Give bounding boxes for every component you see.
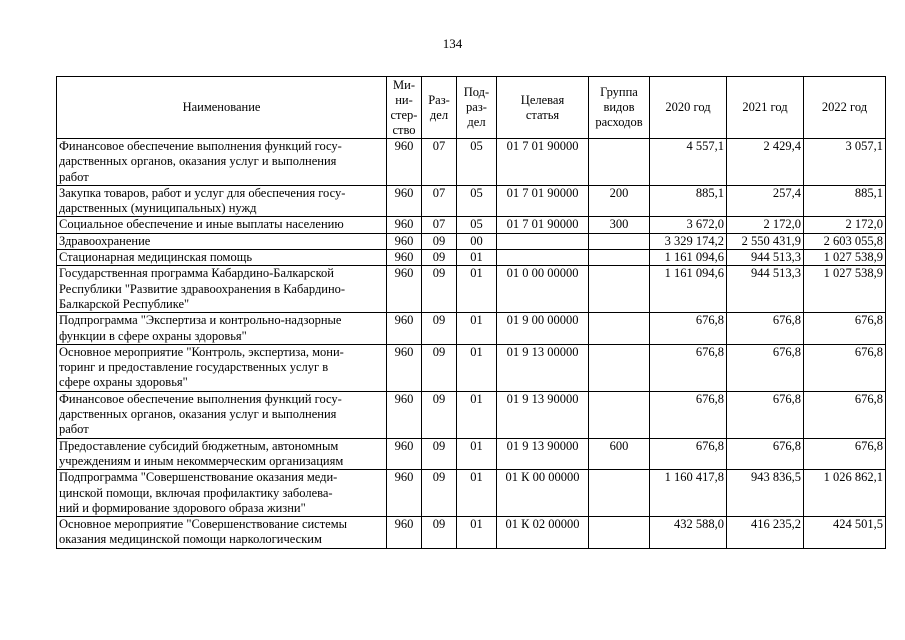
cell-subsection: 05 <box>457 217 497 233</box>
cell-section: 09 <box>422 517 457 549</box>
cell-expense-group: 200 <box>589 185 650 217</box>
cell-article: 01 К 00 00000 <box>497 470 589 517</box>
cell-2022: 885,1 <box>804 185 886 217</box>
cell-name: Здравоохранение <box>57 233 387 249</box>
cell-ministry: 960 <box>387 391 422 438</box>
cell-section: 09 <box>422 313 457 345</box>
cell-ministry: 960 <box>387 233 422 249</box>
cell-name: Государственная программа Кабардино-Балкарской Республики "Развитие здравоохранения в Кабардино- Балкарской Республике" <box>57 266 387 313</box>
cell-2020: 1 161 094,6 <box>650 266 727 313</box>
cell-subsection: 01 <box>457 470 497 517</box>
header-article-text: Целевая статья <box>520 92 565 122</box>
cell-expense-group <box>589 344 650 391</box>
header-2022: 2022 год <box>804 77 886 139</box>
cell-ministry: 960 <box>387 313 422 345</box>
cell-section: 09 <box>422 344 457 391</box>
budget-table <box>56 76 886 549</box>
cell-name: Социальное обеспечение и иные выплаты населению <box>57 217 387 233</box>
cell-2020: 676,8 <box>650 438 727 470</box>
table-row <box>57 266 886 313</box>
cell-2020: 1 160 417,8 <box>650 470 727 517</box>
page-number: 134 <box>442 36 463 51</box>
cell-article: 01 7 01 90000 <box>497 185 589 217</box>
cell-expense-group <box>589 233 650 249</box>
cell-section: 09 <box>422 250 457 266</box>
cell-2021: 257,4 <box>727 185 804 217</box>
header-subsection-text: Под- раз- дел <box>463 85 490 129</box>
table-row <box>57 233 886 249</box>
cell-subsection: 01 <box>457 391 497 438</box>
cell-ministry: 960 <box>387 185 422 217</box>
cell-expense-group <box>589 266 650 313</box>
header-expense-group-text: Группа видов расходов <box>595 85 643 129</box>
cell-2021: 2 550 431,9 <box>727 233 804 249</box>
table-row <box>57 344 886 391</box>
cell-2022: 676,8 <box>804 344 886 391</box>
table-header-row <box>57 77 886 139</box>
cell-2020: 1 161 094,6 <box>650 250 727 266</box>
cell-subsection: 05 <box>457 185 497 217</box>
cell-2022: 424 501,5 <box>804 517 886 549</box>
cell-section: 07 <box>422 185 457 217</box>
cell-2022: 676,8 <box>804 391 886 438</box>
cell-article <box>497 233 589 249</box>
cell-2021: 416 235,2 <box>727 517 804 549</box>
table-row <box>57 139 886 186</box>
header-article <box>497 77 589 139</box>
cell-subsection: 01 <box>457 313 497 345</box>
cell-2022: 1 026 862,1 <box>804 470 886 517</box>
cell-2021: 676,8 <box>727 313 804 345</box>
cell-expense-group <box>589 517 650 549</box>
cell-2020: 885,1 <box>650 185 727 217</box>
table-row <box>57 470 886 517</box>
cell-subsection: 05 <box>457 139 497 186</box>
cell-2020: 3 672,0 <box>650 217 727 233</box>
cell-article: 01 9 13 90000 <box>497 438 589 470</box>
cell-2022: 676,8 <box>804 438 886 470</box>
header-2020: 2020 год <box>650 77 727 139</box>
cell-article: 01 9 13 90000 <box>497 391 589 438</box>
cell-expense-group: 600 <box>589 438 650 470</box>
cell-ministry: 960 <box>387 344 422 391</box>
table-row <box>57 438 886 470</box>
header-section-text: Раз- дел <box>428 92 450 122</box>
cell-section: 09 <box>422 233 457 249</box>
cell-name: Основное мероприятие "Совершенствование системы оказания медицинской помощи наркологическим <box>57 517 387 549</box>
header-subsection <box>457 77 497 139</box>
cell-2021: 676,8 <box>727 344 804 391</box>
cell-section: 09 <box>422 391 457 438</box>
cell-2021: 943 836,5 <box>727 470 804 517</box>
cell-2020: 4 557,1 <box>650 139 727 186</box>
cell-name: Подпрограмма "Экспертиза и контрольно-надзорные функции в сфере охраны здоровья" <box>57 313 387 345</box>
cell-ministry: 960 <box>387 250 422 266</box>
cell-2020: 676,8 <box>650 344 727 391</box>
cell-ministry: 960 <box>387 139 422 186</box>
table-row <box>57 185 886 217</box>
cell-2022: 3 057,1 <box>804 139 886 186</box>
cell-name: Финансовое обеспечение выполнения функций госу- дарственных органов, оказания услуг и выполнения работ <box>57 391 387 438</box>
cell-expense-group <box>589 391 650 438</box>
cell-subsection: 01 <box>457 517 497 549</box>
cell-name: Подпрограмма "Совершенствование оказания меди- цинской помощи, включая профилактику заболева- ний и формирование здорового образа жизни" <box>57 470 387 517</box>
table-row <box>57 217 886 233</box>
cell-subsection: 00 <box>457 233 497 249</box>
cell-2022: 1 027 538,9 <box>804 250 886 266</box>
cell-subsection: 01 <box>457 250 497 266</box>
cell-section: 09 <box>422 438 457 470</box>
cell-article: 01 9 00 00000 <box>497 313 589 345</box>
cell-ministry: 960 <box>387 438 422 470</box>
cell-ministry: 960 <box>387 470 422 517</box>
cell-subsection: 01 <box>457 438 497 470</box>
cell-2022: 2 172,0 <box>804 217 886 233</box>
cell-subsection: 01 <box>457 266 497 313</box>
table-row <box>57 391 886 438</box>
cell-2022: 1 027 538,9 <box>804 266 886 313</box>
cell-expense-group: 300 <box>589 217 650 233</box>
table-row <box>57 250 886 266</box>
cell-subsection: 01 <box>457 344 497 391</box>
cell-name: Финансовое обеспечение выполнения функций госу- дарственных органов, оказания услуг и выполнения работ <box>57 139 387 186</box>
cell-article: 01 К 02 00000 <box>497 517 589 549</box>
cell-section: 07 <box>422 139 457 186</box>
cell-ministry: 960 <box>387 266 422 313</box>
cell-2022: 2 603 055,8 <box>804 233 886 249</box>
cell-2021: 676,8 <box>727 391 804 438</box>
cell-article: 01 7 01 90000 <box>497 217 589 233</box>
cell-2021: 2 172,0 <box>727 217 804 233</box>
header-name: Наименование <box>57 77 387 139</box>
cell-2021: 676,8 <box>727 438 804 470</box>
cell-2021: 944 513,3 <box>727 266 804 313</box>
cell-expense-group <box>589 470 650 517</box>
cell-2021: 944 513,3 <box>727 250 804 266</box>
cell-name: Основное мероприятие "Контроль, экспертиза, мони- торинг и предоставление государственных услуг в сфере охраны здоровья" <box>57 344 387 391</box>
cell-expense-group <box>589 313 650 345</box>
header-ministry-text: Ми- ни- стер- ство <box>390 77 418 137</box>
cell-name: Закупка товаров, работ и услуг для обеспечения госу- дарственных (муниципальных) нужд <box>57 185 387 217</box>
cell-article: 01 0 00 00000 <box>497 266 589 313</box>
cell-section: 09 <box>422 266 457 313</box>
cell-article: 01 9 13 00000 <box>497 344 589 391</box>
cell-name: Стационарная медицинская помощь <box>57 250 387 266</box>
table-row <box>57 517 886 549</box>
cell-expense-group <box>589 139 650 186</box>
cell-article <box>497 250 589 266</box>
cell-2021: 2 429,4 <box>727 139 804 186</box>
cell-section: 07 <box>422 217 457 233</box>
header-expense-group <box>589 77 650 139</box>
table-row <box>57 313 886 345</box>
cell-2020: 432 588,0 <box>650 517 727 549</box>
header-2021: 2021 год <box>727 77 804 139</box>
cell-2020: 3 329 174,2 <box>650 233 727 249</box>
table-body <box>57 139 886 549</box>
cell-article: 01 7 01 90000 <box>497 139 589 186</box>
cell-2020: 676,8 <box>650 391 727 438</box>
cell-expense-group <box>589 250 650 266</box>
cell-2020: 676,8 <box>650 313 727 345</box>
cell-name: Предоставление субсидий бюджетным, автономным учреждениям и иным некоммерческим организациям <box>57 438 387 470</box>
cell-2022: 676,8 <box>804 313 886 345</box>
cell-ministry: 960 <box>387 517 422 549</box>
header-section <box>422 77 457 139</box>
cell-section: 09 <box>422 470 457 517</box>
cell-ministry: 960 <box>387 217 422 233</box>
header-ministry <box>387 77 422 139</box>
